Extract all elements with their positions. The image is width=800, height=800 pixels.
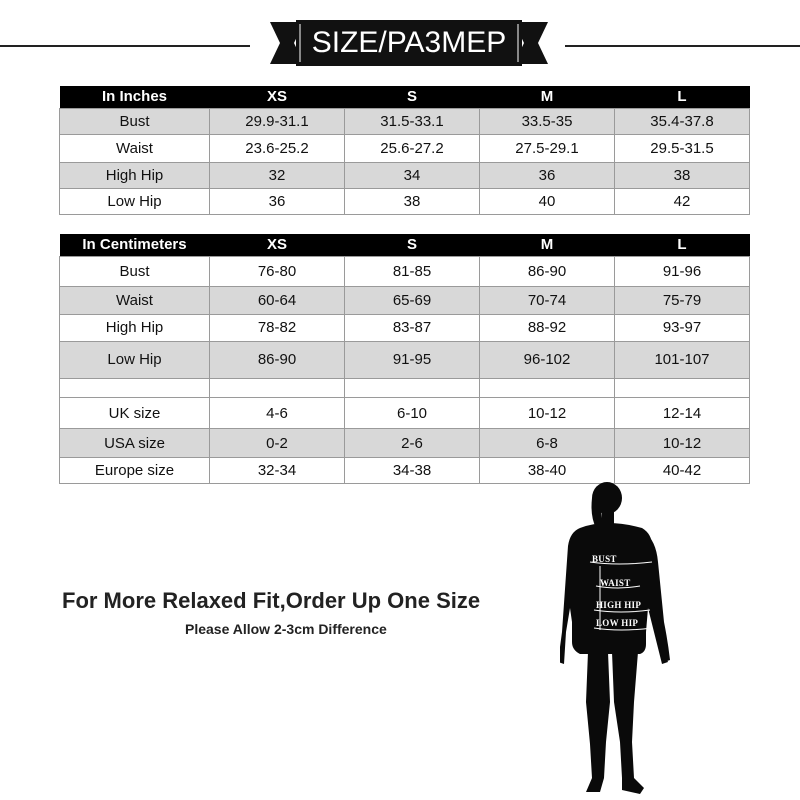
table-cell: 42 (615, 188, 750, 214)
difference-note: Please Allow 2-3cm Difference (185, 621, 387, 637)
header-cell: M (480, 234, 615, 256)
table-header-row (60, 86, 750, 108)
right-divider-line (565, 45, 800, 47)
table-cell: 29.5-31.5 (615, 134, 750, 162)
table-cell: 0-2 (210, 429, 345, 458)
table-cell: 83-87 (345, 314, 480, 341)
header-cell: L (615, 234, 750, 256)
size-conversion-table (59, 397, 750, 484)
left-divider-line (0, 45, 250, 47)
row-label: Bust (60, 256, 210, 286)
table-cell: 31.5-33.1 (345, 108, 480, 134)
row-label: UK size (60, 398, 210, 429)
table-cell: 75-79 (615, 286, 750, 314)
table-cell: 65-69 (345, 286, 480, 314)
table-row (60, 188, 750, 214)
table-cell: 70-74 (480, 286, 615, 314)
table-cell: 38 (345, 188, 480, 214)
header-cell: L (615, 86, 750, 108)
table-cell: 40-42 (615, 458, 750, 484)
table-cell: 60-64 (210, 286, 345, 314)
table-cell: 91-96 (615, 256, 750, 286)
header-cell: S (345, 86, 480, 108)
table-row (60, 341, 750, 378)
row-label: Waist (60, 286, 210, 314)
fit-advice-headline: For More Relaxed Fit,Order Up One Size (62, 588, 481, 613)
table-cell: 12-14 (615, 398, 750, 429)
row-label: USA size (60, 429, 210, 458)
table-row (60, 429, 750, 458)
header-cell: S (345, 234, 480, 256)
female-silhouette-icon (560, 482, 690, 794)
body-silhouette-figure (560, 482, 690, 799)
header-cell: M (480, 86, 615, 108)
table-cell: 23.6-25.2 (210, 134, 345, 162)
table-row (60, 162, 750, 188)
table-cell: 29.9-31.1 (210, 108, 345, 134)
low-hip-label: LOW HIP (596, 618, 639, 628)
table-row (60, 286, 750, 314)
table-cell: 34 (345, 162, 480, 188)
centimeters-table (59, 234, 750, 398)
header-cell: In Centimeters (60, 234, 210, 256)
table-cell: 40 (480, 188, 615, 214)
waist-label: WAIST (600, 578, 631, 588)
table-cell: 34-38 (345, 458, 480, 484)
table-cell: 38-40 (480, 458, 615, 484)
table-row (60, 134, 750, 162)
table-row (60, 108, 750, 134)
table-cell: 10-12 (615, 429, 750, 458)
table-cell: 96-102 (480, 341, 615, 378)
table-cell: 32-34 (210, 458, 345, 484)
table-cell: 86-90 (210, 341, 345, 378)
row-label: Bust (60, 108, 210, 134)
table-cell: 36 (210, 188, 345, 214)
header-cell: XS (210, 234, 345, 256)
row-label: Low Hip (60, 341, 210, 378)
table-cell: 33.5-35 (480, 108, 615, 134)
table-cell: 6-10 (345, 398, 480, 429)
bust-label: BUST (592, 554, 617, 564)
spacer-row (60, 378, 750, 398)
table-cell: 38 (615, 162, 750, 188)
table-cell: 86-90 (480, 256, 615, 286)
table-row (60, 314, 750, 341)
table-cell: 6-8 (480, 429, 615, 458)
table-cell: 78-82 (210, 314, 345, 341)
header-cell: XS (210, 86, 345, 108)
table-row (60, 398, 750, 429)
table-cell: 4-6 (210, 398, 345, 429)
high-hip-label: HIGH HIP (596, 600, 642, 610)
table-cell: 32 (210, 162, 345, 188)
table-cell: 25.6-27.2 (345, 134, 480, 162)
table-cell: 35.4-37.8 (615, 108, 750, 134)
table-cell: 76-80 (210, 256, 345, 286)
table-cell: 10-12 (480, 398, 615, 429)
title-banner (270, 18, 548, 68)
table-cell: 88-92 (480, 314, 615, 341)
table-cell: 2-6 (345, 429, 480, 458)
table-cell: 27.5-29.1 (480, 134, 615, 162)
table-cell: 91-95 (345, 341, 480, 378)
header-cell: In Inches (60, 86, 210, 108)
table-row (60, 256, 750, 286)
table-cell: 81-85 (345, 256, 480, 286)
table-cell: 101-107 (615, 341, 750, 378)
row-label: Low Hip (60, 188, 210, 214)
row-label: High Hip (60, 162, 210, 188)
banner-title: SIZE/PA3MEP (311, 26, 507, 59)
inches-table (59, 86, 750, 215)
row-label: Waist (60, 134, 210, 162)
table-header-row (60, 234, 750, 256)
row-label: High Hip (60, 314, 210, 341)
table-cell: 93-97 (615, 314, 750, 341)
table-cell: 36 (480, 162, 615, 188)
table-row (60, 458, 750, 484)
row-label: Europe size (60, 458, 210, 484)
